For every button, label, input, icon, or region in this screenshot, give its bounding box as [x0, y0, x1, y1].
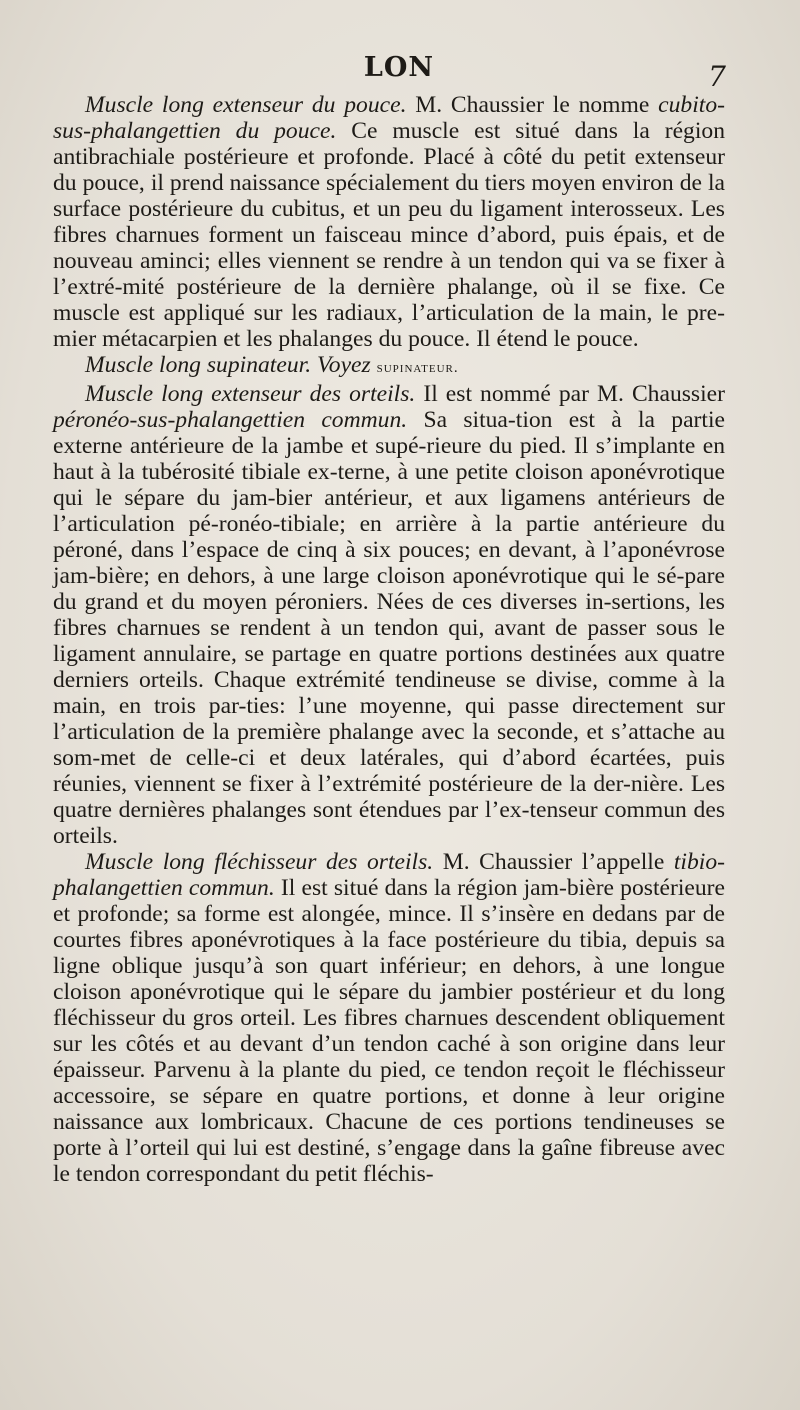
- italic-run: cubito-sus-phalangettien du pouce.: [53, 92, 725, 144]
- text-run: Ce muscle est situé dans la région antibrachiale postérieure et profonde. Placé à côté du petit extenseur du pouce, il prend naissance spécialement du tiers moyen environ de la surface postérieure du cubitus, et un peu du ligament interosseux. Les fibres charnues forment un faisceau mince d’abord, puis épais, et de nouveau aminci; elles viennent se rendre à un tendon qui va se fixer à l’extré-mité postérieure de la dernière phalange, où il se fixe. Ce muscle est appliqué sur les radiaux, l’articulation de la main, le pre-mier métacarpien et les phalanges du pouce. Il étend le pouce.: [53, 118, 725, 352]
- italic-run: Muscle long extenseur du pouce.: [85, 92, 407, 118]
- text-run: M. Chaussier le nomme: [406, 92, 659, 118]
- italic-run: péronéo-sus-phalangettien commun.: [53, 407, 408, 433]
- text-run: M. Chaussier l’appelle: [433, 849, 674, 875]
- italic-run: Muscle long fléchisseur des orteils.: [85, 849, 434, 875]
- paragraph: [53, 92, 725, 352]
- running-head: LON: [363, 52, 435, 83]
- paragraph: [53, 381, 725, 849]
- small-caps-run: supinateur.: [376, 360, 459, 376]
- paragraph: [53, 352, 725, 381]
- text-run: Il est situé dans la région jam-bière postérieure et profonde; sa forme est alongée, mince. Il s’insère en dedans par de courtes fibres aponévrotiques à la face postérieure du tibia, depuis sa ligne oblique jusqu’à son quart inférieur; en dehors, à une longue cloison aponévrotique qui le sépare du jambier postérieur et du long fléchisseur du gros orteil. Les fibres charnues descendent obliquement sur les côtés et au devant d’un tendon caché à son origine dans leur épaisseur. Parvenu à la plante du pied, ce tendon reçoit le fléchisseur accessoire, se sépare en quatre portions, et donne à leur origine naissance aux lombricaux. Chacune de ces portions tendineuses se porte à l’orteil qui lui est destiné, s’engage dans la gaîne fibreuse avec le tendon correspondant du petit fléchis-: [53, 875, 725, 1187]
- text-body: [53, 92, 725, 1187]
- italic-run: Muscle long supinateur. Voyez: [85, 352, 371, 378]
- text-run: Il est nommé par M. Chaussier: [415, 381, 725, 407]
- paragraph: [53, 849, 725, 1187]
- page-number: 7: [708, 60, 726, 93]
- italic-run: Muscle long extenseur des orteils.: [85, 381, 416, 407]
- italic-run: tibio-phalangettien commun.: [53, 849, 725, 901]
- text-run: Sa situa-tion est à la partie externe antérieure de la jambe et supé-rieure du pied. Il s’implante en haut à la tubérosité tibiale ex-terne, à une petite cloison aponévrotique qui le sépare du jam-bier antérieur, et aux ligamens antérieurs de l’articulation pé-ronéo-tibiale; en arrière à la partie antérieure du péroné, dans l’espace de cinq à six pouces; en devant, à l’aponévrose jam-bière; en dehors, à une large cloison aponévrotique qui le sé-pare du grand et du moyen péroniers. Nées de ces diverses in-sertions, les fibres charnues se rendent à un tendon qui, avant de passer sous le ligament annulaire, se partage en quatre portions destinées aux quatre derniers orteils. Chaque extrémité tendineuse se divise, comme à la main, en trois par-ties: l’une moyenne, qui passe directement sur l’articulation de la première phalange avec la seconde, et s’attache au som-met de celle-ci et deux latérales, qui d’abord écartées, puis réunies, viennent se fixer à l’extrémité postérieure de la der-nière. Les quatre dernières phalanges sont étendues par l’ex-tenseur commun des orteils.: [53, 407, 725, 849]
- page-header: [80, 52, 726, 93]
